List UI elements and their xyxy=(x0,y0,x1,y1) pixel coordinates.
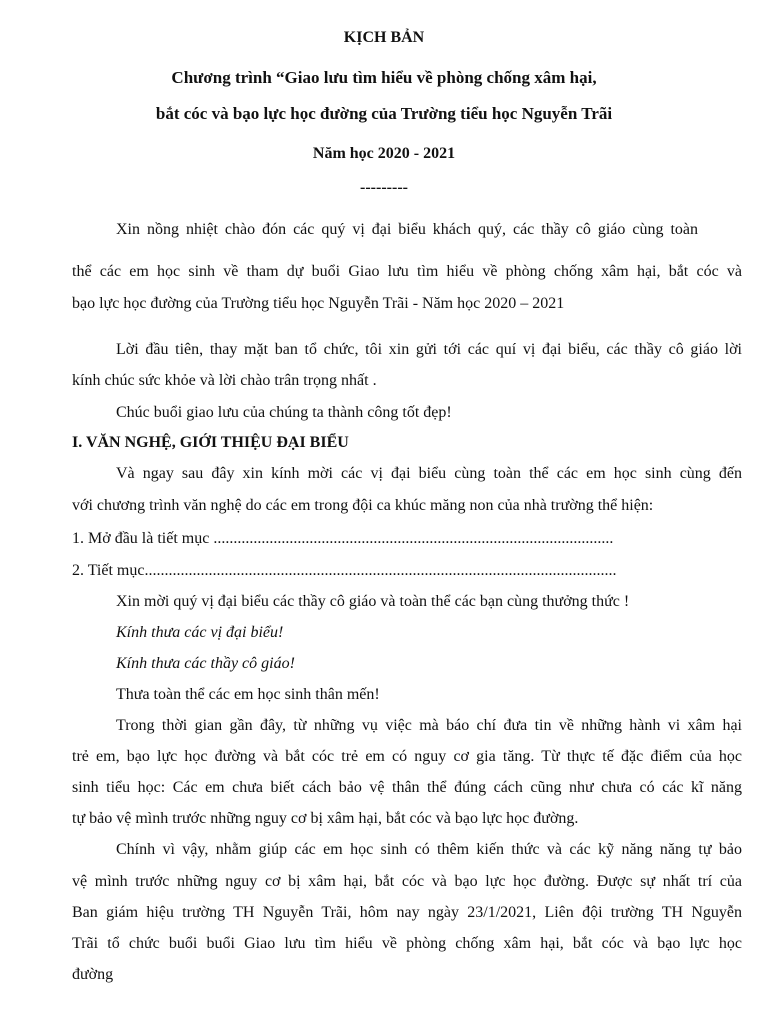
section1-p3-line2: vệ mình trước những nguy cơ bị xâm hại, bắt cóc và bạo lực học đường. Được sự nhất trí của xyxy=(72,873,742,890)
intro-p1-line3: bạo lực học đường của Trường tiểu học Nguyễn Trãi - Năm học 2020 – 2021 xyxy=(72,295,565,312)
document-title: KỊCH BẢN xyxy=(343,29,425,46)
section1-p2-line4: tự bảo vệ mình trước những nguy cơ bị xâm hại, bắt cóc và bạo lực học đường. xyxy=(72,810,579,827)
separator: --------- xyxy=(360,179,408,196)
section1-p1-line2: với chương trình văn nghệ do các em trong đội ca khúc măng non của nhà trường thể hiện: xyxy=(72,497,654,514)
section1-p1-line1: Và ngay sau đây xin kính mời các vị đại biểu cùng toàn thể các em học sinh cùng đến xyxy=(116,465,742,482)
intro-p1-line2: thể các em học sinh về tham dự buổi Giao lưu tìm hiểu về phòng chống xâm hại, bắt cóc và xyxy=(72,263,742,280)
section1-p2-line3: sinh tiểu học: Các em chưa biết cách bảo vệ thân thể đúng cách cũng như chưa có các kĩ năng xyxy=(72,779,742,796)
program-title-line-2: bắt cóc và bạo lực học đường của Trường tiểu học Nguyễn Trãi xyxy=(155,104,613,123)
program-item-1: 1. Mở đầu là tiết mục .................................................................................................... xyxy=(72,530,614,547)
section1-p3-line5: đường xyxy=(72,966,114,983)
greeting-teachers: Kính thưa các thầy cô giáo! xyxy=(116,655,295,672)
intro-p3: Chúc buổi giao lưu của chúng ta thành công tốt đẹp! xyxy=(116,404,452,421)
section-1-heading: I. VĂN NGHỆ, GIỚI THIỆU ĐẠI BIỂU xyxy=(72,434,349,451)
section1-p2-line2: trẻ em, bạo lực học đường và bắt cóc trẻ em có nguy cơ gia tăng. Từ thực tế đặc điểm của học xyxy=(72,748,742,765)
school-year: Năm học 2020 - 2021 xyxy=(312,145,456,162)
greeting-delegates: Kính thưa các vị đại biểu! xyxy=(116,624,284,641)
section1-p3-line1: Chính vì vậy, nhằm giúp các em học sinh có thêm kiến thức và các kỹ năng năng tự bảo xyxy=(116,841,742,858)
section1-p2-line1: Trong thời gian gần đây, từ những vụ việc mà báo chí đưa tin về những hành vi xâm hại xyxy=(116,717,742,734)
program-title-line-1: Chương trình “Giao lưu tìm hiểu về phòng chống xâm hại, xyxy=(171,68,597,87)
invite-line: Xin mời quý vị đại biểu các thầy cô giáo và toàn thể các bạn cùng thưởng thức ! xyxy=(116,593,630,610)
section1-p3-line4: Trãi tổ chức buổi buổi Giao lưu tìm hiểu về phòng chống xâm hại, bắt cóc và bạo lực học xyxy=(72,935,742,952)
intro-p2-line1: Lời đầu tiên, thay mặt ban tổ chức, tôi xin gửi tới các quí vị đại biểu, các thầy cô giáo lời xyxy=(116,341,742,358)
program-item-2: 2. Tiết mục...................................................................................................................... xyxy=(72,562,617,579)
section1-p3-line3: Ban giám hiệu trường TH Nguyễn Trãi, hôm nay ngày 23/1/2021, Liên đội trường TH Nguyễn xyxy=(72,904,742,921)
greeting-students: Thưa toàn thể các em học sinh thân mến! xyxy=(116,686,380,703)
intro-p2-line2: kính chúc sức khỏe và lời chào trân trọng nhất . xyxy=(72,372,377,389)
intro-p1-line1: Xin nồng nhiệt chào đón các quý vị đại biểu khách quý, các thầy cô giáo cùng toàn xyxy=(116,221,698,238)
